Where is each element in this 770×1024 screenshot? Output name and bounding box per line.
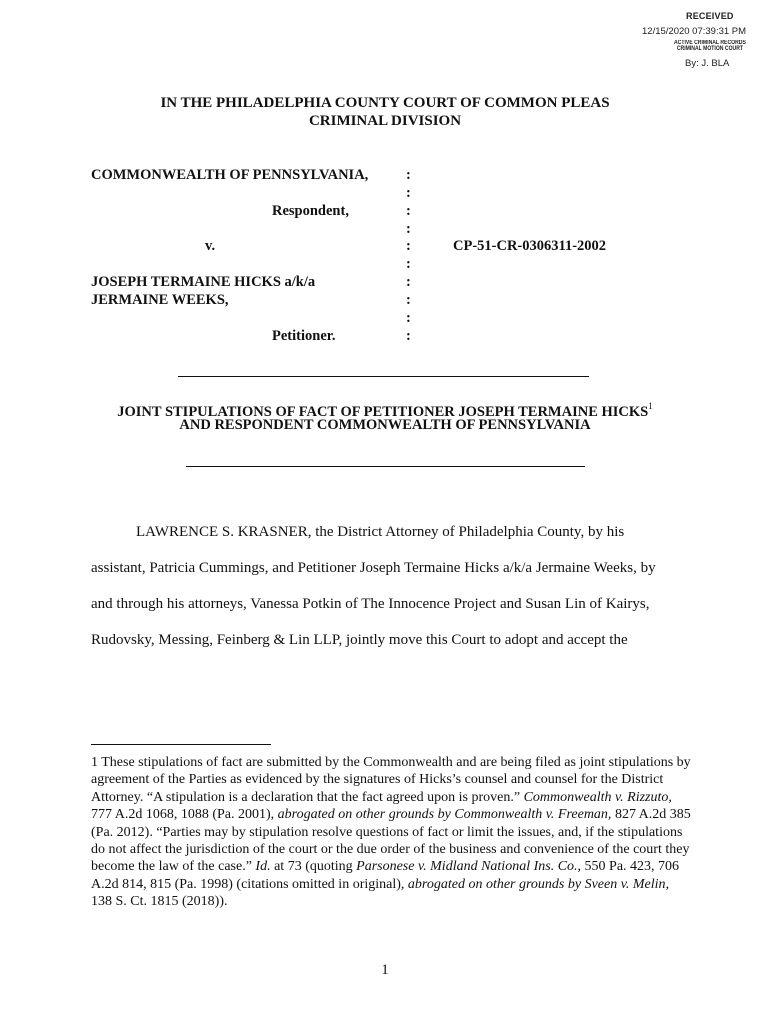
caption-petitioner-aka: JERMAINE WEEKS, bbox=[91, 292, 229, 308]
court-division: CRIMINAL DIVISION bbox=[308, 113, 462, 129]
footnote-text: , 138 S. Ct. 1815 (2018)). bbox=[91, 876, 670, 910]
body-line: assistant, Patricia Cummings, and Petitioner Joseph Termaine Hicks a/k/a Jermaine Weeks, by bbox=[91, 560, 656, 576]
title-rule-bottom bbox=[186, 466, 585, 467]
title-rule-top bbox=[178, 376, 589, 377]
caption-petitioner-role: Petitioner. bbox=[272, 328, 336, 344]
page-number: 1 bbox=[381, 962, 389, 978]
caption-colon: : bbox=[406, 167, 411, 183]
caption-colon: : bbox=[406, 256, 411, 272]
caption-respondent-role: Respondent, bbox=[272, 203, 349, 219]
footnote-ref: 1 bbox=[648, 401, 653, 411]
received-datetime: 12/15/2020 07:39:31 PM bbox=[642, 26, 747, 37]
footnote-citation: Commonwealth v. Rizzuto, bbox=[523, 789, 672, 805]
document-title-line2: AND RESPONDENT COMMONWEALTH OF PENNSYLVANIA bbox=[179, 417, 591, 433]
caption-colon: : bbox=[406, 238, 411, 254]
received-stamp: RECEIVED bbox=[686, 11, 734, 21]
body-line: Rudovsky, Messing, Feinberg & Lin LLP, jointly move this Court to adopt and accept the bbox=[91, 632, 628, 648]
footnote-1 bbox=[91, 754, 691, 911]
received-by: By: J. BLA bbox=[685, 58, 730, 69]
footnote-citation: Id. bbox=[255, 859, 271, 875]
body-line: and through his attorneys, Vanessa Potkin of The Innocence Project and Susan Lin of Kairys, bbox=[91, 596, 650, 612]
footnote-text: 777 A.2d 1068, 1088 (Pa. 2001), bbox=[91, 807, 278, 823]
caption-colon: : bbox=[406, 292, 411, 308]
received-office-line1: ACTIVE CRIMINAL RECORDS bbox=[674, 40, 746, 46]
footnote-citation: abrogated on other grounds by Sveen v. Melin bbox=[407, 876, 666, 892]
caption-versus: v. bbox=[205, 238, 216, 254]
received-office-line2: CRIMINAL MOTION COURT bbox=[676, 46, 744, 52]
caption-colon: : bbox=[406, 185, 411, 201]
received-office bbox=[674, 40, 746, 52]
case-number: CP-51-CR-0306311-2002 bbox=[453, 238, 607, 254]
caption-colon: : bbox=[406, 221, 411, 237]
caption-colon: : bbox=[406, 203, 411, 219]
document-title-line1: JOINT STIPULATIONS OF FACT OF PETITIONER JOSEPH TERMAINE HICKS bbox=[117, 403, 649, 420]
footnote-text: 1 These stipulations of fact are submitted by the Commonwealth and are being filed as joint stipulations by agreement of the Parties as evidenced by the signatures of Hicks’s counsel and counsel for the District Attorney. “A stipulation is a declaration that the fact agreed upon is proven.” bbox=[91, 755, 691, 805]
footnote-separator bbox=[91, 744, 271, 745]
caption-respondent-name: COMMONWEALTH OF PENNSYLVANIA, bbox=[91, 167, 369, 183]
court-heading: IN THE PHILADELPHIA COUNTY COURT OF COMMON PLEAS bbox=[160, 95, 610, 111]
caption-petitioner-name: JOSEPH TERMAINE HICKS a/k/a bbox=[91, 274, 316, 290]
caption-colon: : bbox=[406, 328, 411, 344]
footnote-citation: abrogated on other grounds by Commonwealth v. Freeman, bbox=[277, 807, 612, 823]
body-line: LAWRENCE S. KRASNER, the District Attorney of Philadelphia County, by his bbox=[136, 524, 625, 540]
footnote-citation: Parsonese v. Midland National Ins. Co. bbox=[356, 859, 578, 875]
footnote-text: , 550 Pa. 423, 706 A.2d 814, 815 (Pa. 1998) (citations omitted in original), bbox=[91, 859, 680, 892]
footnote-text: at 73 (quoting bbox=[270, 859, 357, 875]
footnote-text: 827 A.2d 385 (Pa. 2012). “Parties may by stipulation resolve questions of fact or limit the issues, and, if the stipulations do not affect the jurisdiction of the court or the due order of the business and convenience of the court they become the law of the case.” bbox=[91, 807, 691, 875]
caption-colon: : bbox=[406, 274, 411, 290]
caption-colon: : bbox=[406, 310, 411, 326]
